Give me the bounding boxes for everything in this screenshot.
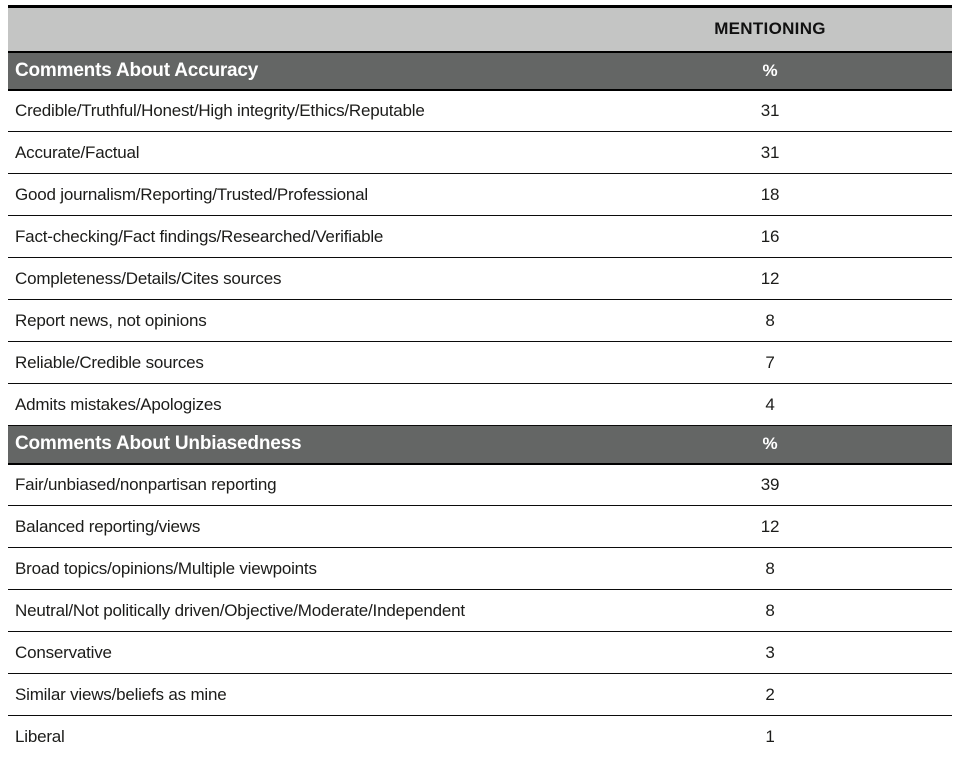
table-row bbox=[8, 216, 952, 258]
row-value: 31 bbox=[588, 132, 952, 174]
row-label: Fact-checking/Fact findings/Researched/Verifiable bbox=[8, 216, 588, 258]
row-label: Accurate/Factual bbox=[8, 132, 588, 174]
mentioning-table bbox=[8, 5, 952, 758]
row-value: 2 bbox=[588, 674, 952, 716]
table-row bbox=[8, 674, 952, 716]
row-value: 3 bbox=[588, 632, 952, 674]
row-label: Broad topics/opinions/Multiple viewpoints bbox=[8, 548, 588, 590]
section-header-unbiasedness bbox=[8, 426, 952, 464]
table-row bbox=[8, 716, 952, 758]
row-value: 12 bbox=[588, 258, 952, 300]
row-label: Good journalism/Reporting/Trusted/Professional bbox=[8, 174, 588, 216]
section-header-accuracy bbox=[8, 52, 952, 90]
table-row bbox=[8, 506, 952, 548]
table-row bbox=[8, 548, 952, 590]
row-value: 8 bbox=[588, 548, 952, 590]
row-value: 39 bbox=[588, 464, 952, 506]
table-row bbox=[8, 464, 952, 506]
table-row bbox=[8, 174, 952, 216]
table-row bbox=[8, 132, 952, 174]
row-value: 7 bbox=[588, 342, 952, 384]
percent-header: % bbox=[588, 52, 952, 90]
table-row bbox=[8, 384, 952, 426]
row-value: 1 bbox=[765, 726, 775, 746]
row-value: 8 bbox=[588, 300, 952, 342]
row-label: Completeness/Details/Cites sources bbox=[8, 258, 588, 300]
row-label: Neutral/Not politically driven/Objective/Moderate/Independent bbox=[8, 590, 588, 632]
row-label: Conservative bbox=[8, 632, 588, 674]
table-row bbox=[8, 632, 952, 674]
row-label: Reliable/Credible sources bbox=[8, 342, 588, 384]
row-value: 18 bbox=[588, 174, 952, 216]
row-value: 4 bbox=[588, 384, 952, 426]
empty-header-cell bbox=[8, 7, 588, 52]
table-row bbox=[8, 342, 952, 384]
row-label: Report news, not opinions bbox=[8, 300, 588, 342]
table-row bbox=[8, 90, 952, 132]
row-label: Balanced reporting/views bbox=[8, 506, 588, 548]
row-label: Fair/unbiased/nonpartisan reporting bbox=[8, 464, 588, 506]
percent-header: % bbox=[588, 426, 952, 464]
row-label: Similar views/beliefs as mine bbox=[8, 674, 588, 716]
row-label: Credible/Truthful/Honest/High integrity/Ethics/Reputable bbox=[8, 90, 588, 132]
row-label: Liberal bbox=[15, 726, 65, 746]
row-label: Admits mistakes/Apologizes bbox=[8, 384, 588, 426]
section-title: Comments About Accuracy bbox=[8, 52, 588, 90]
row-value: 31 bbox=[588, 90, 952, 132]
table-row bbox=[8, 590, 952, 632]
row-value: 12 bbox=[588, 506, 952, 548]
column-header-mentioning: MENTIONING bbox=[588, 7, 952, 52]
row-value: 8 bbox=[588, 590, 952, 632]
table-row bbox=[8, 300, 952, 342]
table-row bbox=[8, 258, 952, 300]
row-value: 16 bbox=[588, 216, 952, 258]
table-header-row bbox=[8, 7, 952, 52]
section-title: Comments About Unbiasedness bbox=[8, 426, 588, 464]
